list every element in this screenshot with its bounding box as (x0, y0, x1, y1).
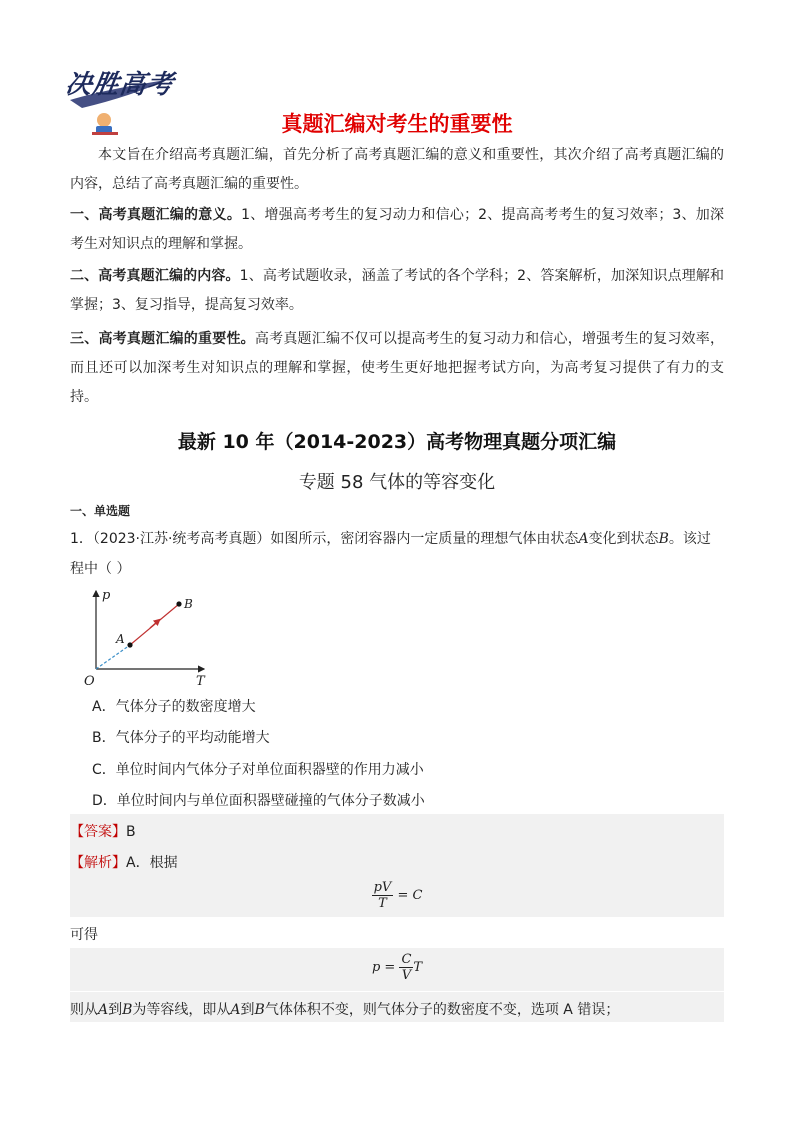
option-c: C．单位时间内气体分子对单位面积器壁的作用力减小 (92, 762, 424, 778)
question-state-b: B (658, 531, 669, 547)
conclusion-state-a-1: A (98, 1002, 109, 1018)
formula-2 (0, 952, 794, 983)
formula-2-numerator: C (401, 952, 412, 967)
answer-label: 【答案】 (70, 824, 126, 840)
point-b-label: B (184, 597, 193, 611)
formula-1-rhs: = C (397, 888, 423, 903)
answer-value: B (126, 824, 136, 840)
conclusion-state-a-2: A (230, 1002, 241, 1018)
option-a: A．气体分子的数密度增大 (92, 699, 256, 715)
question-mid: 变化到状态 (588, 531, 659, 547)
process-arrow (150, 621, 158, 628)
point-1-head: 一、高考真题汇编的意义。 (70, 207, 242, 223)
origin-label: O (84, 674, 95, 689)
page-title: 真题汇编对考生的重要性 (281, 112, 513, 136)
point-2-head: 二、高考真题汇编的内容。 (70, 268, 240, 284)
conclusion-state-b-2: B (254, 1002, 265, 1018)
formula-2-fraction (399, 952, 413, 983)
analysis-label: 【解析】 (70, 855, 126, 871)
kede-text: 可得 (70, 927, 98, 943)
conclusion-part-3: 为等容线，即从 (132, 1002, 231, 1018)
point-3-body: 高考真题汇编不仅可以提高考生的复习动力和信心，增强考生的复习效率，而且还可以加深考生对知识点的理解和掌握，使考生更好地把握考试方向，为高考复习提供了有力的支持。 (70, 331, 724, 405)
point-2-body: 1、高考试题收录，涵盖了考试的各个学科；2、答案解析，加深知识点理解和掌握；3、复习指导，提高复习效率。 (70, 268, 725, 313)
formula-2-denominator: V (401, 968, 412, 983)
point-2 (70, 262, 724, 320)
point-3-head: 三、高考真题汇编的重要性。 (70, 331, 255, 347)
formula-1-numerator: pV (373, 880, 392, 895)
conclusion-part-2: 到 (108, 1002, 123, 1018)
point-b (176, 601, 181, 606)
topic-title: 专题 58 气体的等容变化 (298, 472, 496, 493)
intro-paragraph: 本文旨在介绍高考真题汇编，首先分析了高考真题汇编的意义和重要性，其次介绍了高考真题汇编的内容，总结了高考真题汇编的重要性。 (70, 147, 724, 192)
question-suffix: 。该过程中（ ） (70, 531, 711, 577)
answer-line (70, 821, 136, 841)
formula-1-denominator: T (378, 896, 387, 911)
conclusion-part-5: 气体体积不变，则气体分子的数密度不变，选项 A 错误； (264, 1002, 620, 1018)
x-axis-label: T (196, 674, 205, 689)
question-prefix: 1．（2023·江苏·统考高考真题）如图所示，密闭容器内一定质量的理想气体由状态 (70, 531, 579, 547)
dashed-extension (96, 645, 130, 669)
conclusion-line (70, 999, 619, 1019)
option-d: D．单位时间内与单位面积器壁碰撞的气体分子数减小 (92, 793, 425, 809)
conclusion-part-4: 到 (240, 1002, 255, 1018)
formula-2-lhs: p = (371, 960, 396, 975)
point-3 (70, 325, 724, 412)
point-a (127, 642, 132, 647)
analysis-text: A．根据 (126, 855, 178, 871)
logo-text: 决胜高考 (63, 70, 176, 100)
formula-2-rhs: T (413, 960, 423, 975)
point-a-label: A (116, 632, 125, 646)
formula-1-fraction (372, 880, 394, 911)
point-1-body: 1、增强高考考生的复习动力和信心；2、提高高考考生的复习效率；3、加深考生对知识点的理解和掌握。 (70, 207, 724, 252)
pt-graph (80, 585, 210, 690)
question-state-a: A (578, 531, 589, 547)
collection-title: 最新 10 年（2014-2023）高考物理真题分项汇编 (177, 431, 617, 453)
conclusion-state-b-1: B (122, 1002, 133, 1018)
y-axis-label: p (102, 588, 111, 603)
conclusion-part-1: 则从 (70, 1002, 98, 1018)
analysis-line (70, 852, 178, 872)
option-b: B．气体分子的平均动能增大 (92, 730, 270, 746)
section-heading: 一、单选题 (70, 504, 131, 518)
formula-1 (0, 880, 794, 911)
question-text (70, 524, 724, 584)
point-1 (70, 201, 724, 259)
